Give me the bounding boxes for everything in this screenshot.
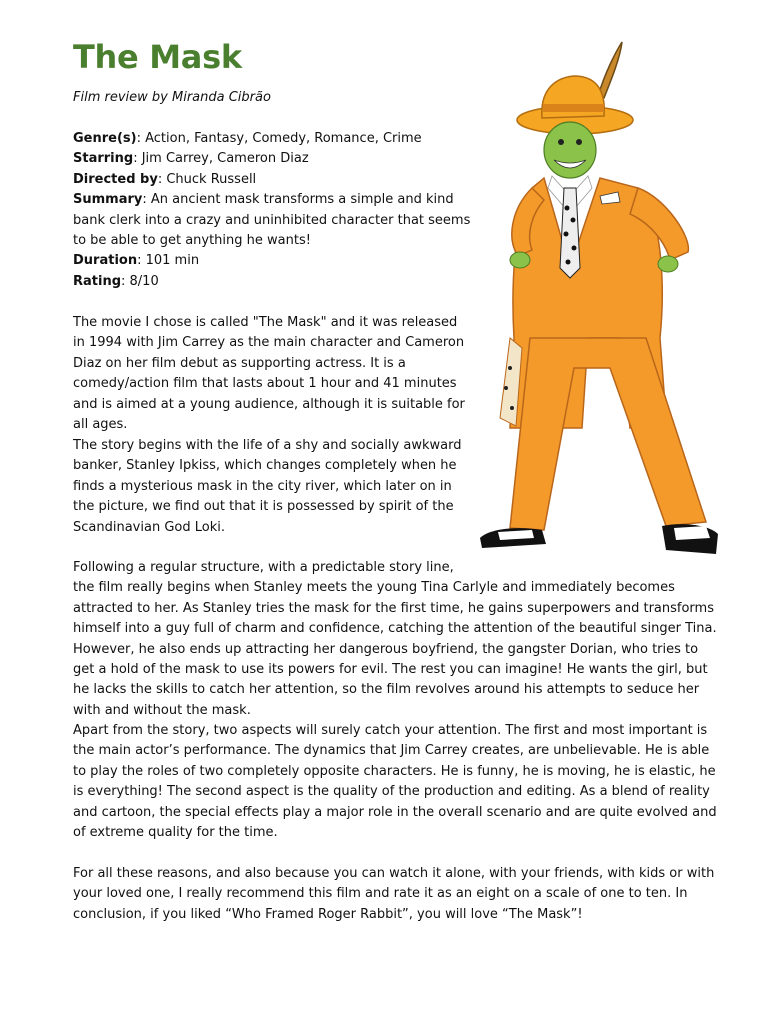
paragraph-plot xyxy=(73,558,718,721)
film-details xyxy=(73,129,473,292)
genres-value: Action, Fantasy, Comedy, Romance, Crime xyxy=(145,131,422,146)
rating-row: Rating: 8/10 xyxy=(73,273,159,289)
duration-label: Duration xyxy=(73,253,138,269)
paragraph-plot-line1: Following a regular structure, with a predictable story line, xyxy=(73,560,454,575)
directed-row: Directed by: Chuck Russell xyxy=(73,171,257,187)
directed-label: Directed by xyxy=(73,171,158,187)
duration-value: 101 min xyxy=(145,253,200,269)
summary-label: Summary xyxy=(73,192,143,208)
paragraph-conclusion: For all these reasons, and also because you can watch it alone, with your friends, with kids or with your loved one, I really recommend this film and rate it as an eight on a scale of one to ten. In conclusion, if you liked “Who Framed Roger Rabbit”, you will love “The Mask”! xyxy=(73,866,715,922)
duration-row: Duration: 101 min xyxy=(73,253,200,269)
starring-row: Starring: Jim Carrey, Cameron Diaz xyxy=(73,151,309,167)
rating-label: Rating xyxy=(73,273,122,289)
paragraph-intro: The movie I chose is called "The Mask" and it was released in 1994 with Jim Carrey as the main character and Cameron Diaz on her film debut as supporting actress. It is a comedy/action film that lasts about 1 hour and 41 minutes and is aimed at a young audience, although it is suitable for all ages. xyxy=(73,315,465,433)
summary-value: An ancient mask transforms a simple and kind bank clerk into a crazy and uninhibited character that seems to be able to get anything he wants! xyxy=(73,192,471,249)
page-title: The Mask xyxy=(73,38,242,76)
rating-value: 8/10 xyxy=(129,273,159,289)
paragraph-plot-rest: the film really begins when Stanley meets the young Tina Carlyle and immediately becomes attracted to her. As Stanley tries the mask for the first time, he gains superpowers and transforms himself into a guy full of charm and confidence, catching the attention of the beautiful singer Tina. However, he also ends up attracting her dangerous boyfriend, the gangster Dorian, who tries to get a hold of the mask to use its powers for evil. The rest you can imagine! He wants the girl, but he lacks the skills to catch her attention, so the film revolves around his attempts to seduce her with and without the mask. xyxy=(73,580,717,718)
paragraph-aspects: Apart from the story, two aspects will surely catch your attention. The first and most important is the main actor’s performance. The dynamics that Jim Carrey creates, are unbelievable. He is able to play the roles of two completely opposite characters. He is funny, he is moving, he is elastic, he is everything! The second aspect is the quality of the production and editing. As a blend of reality and cartoon, the special effects play a major role in the overall scenario and are quite evolved and of extreme quality for the time. xyxy=(73,723,717,841)
paragraph-story: The story begins with the life of a shy and socially awkward banker, Stanley Ipkiss, which changes completely when he finds a mysterious mask in the city river, which later on in the picture, we find out that it is possessed by spirit of the Scandinavian God Loki. xyxy=(73,438,462,535)
character-in-yellow-suit-illustration xyxy=(470,38,730,563)
directed-value: Chuck Russell xyxy=(166,171,257,187)
genres-label: Genre(s) xyxy=(73,131,137,146)
summary-row: Summary: An ancient mask transforms a simple and kind bank clerk into a crazy and uninhibited character that seems to be able to get anything he wants! xyxy=(73,192,471,249)
starring-value: Jim Carrey, Cameron Diaz xyxy=(141,151,309,167)
byline: Film review by Miranda Cibrão xyxy=(73,90,271,105)
starring-label: Starring xyxy=(73,151,134,167)
genres-row: Genre(s): Action, Fantasy, Comedy, Romance, Crime xyxy=(73,131,422,146)
